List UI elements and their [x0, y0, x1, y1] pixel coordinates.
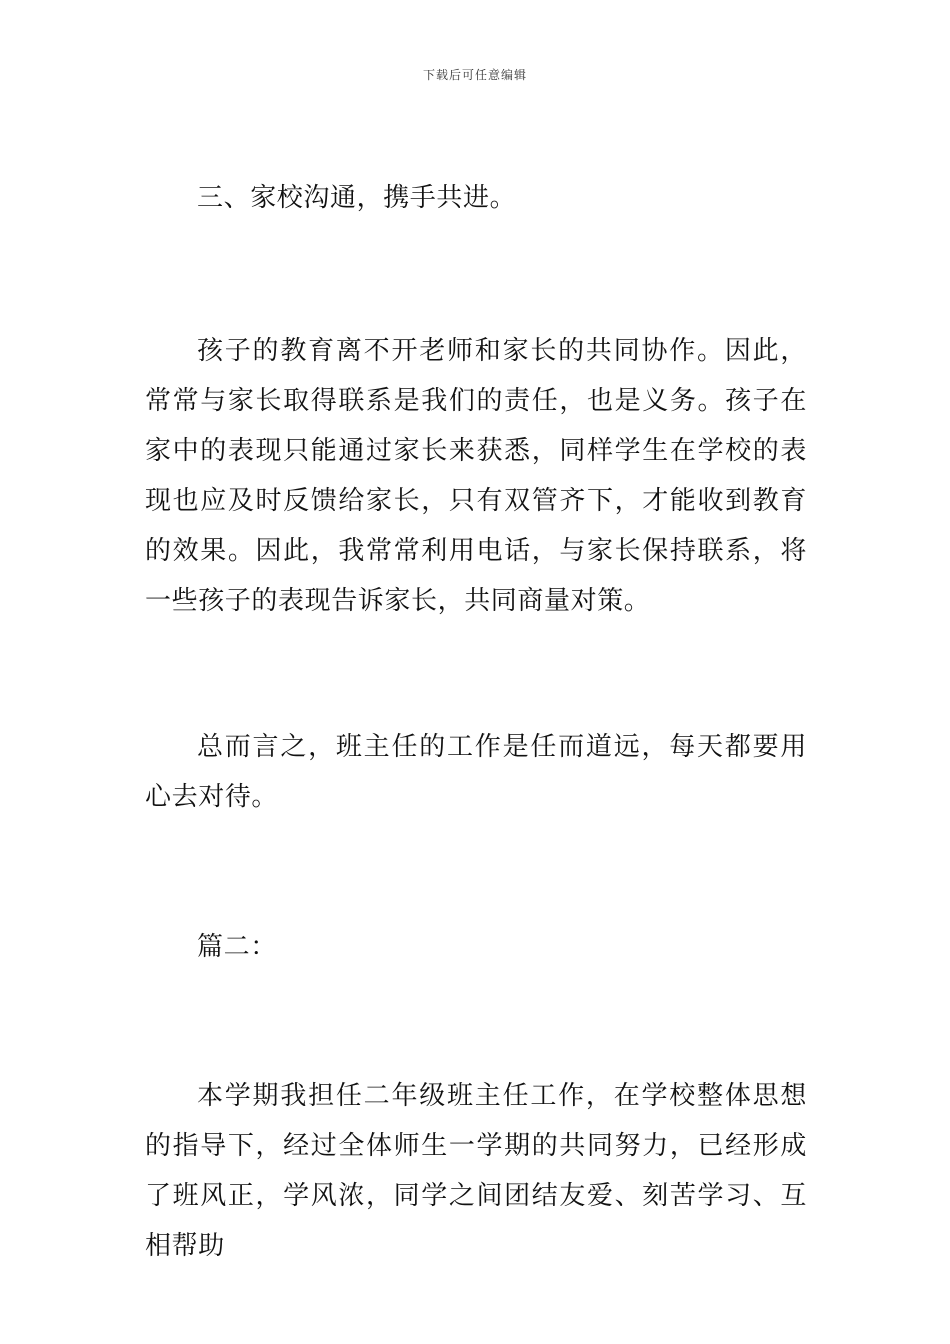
paragraph-home-school: 孩子的教育离不开老师和家长的共同协作。因此，常常与家长取得联系是我们的责任，也是义务。孩子在家中的表现只能通过家长来获悉，同样学生在学校的表现也应及时反馈给家长，只有双管齐下，才能收到教育的效果。因此，我常常利用电话，与家长保持联系，将一些孩子的表现告诉家长，共同商量对策。: [145, 336, 807, 616]
header-note: 下载后可任意编辑: [422, 68, 527, 82]
paragraph-part-two-intro: 本学期我担任二年级班主任工作，在学校整体思想的指导下，经过全体师生一学期的共同努力，已经形成了班风正，学风浓，同学之间团结友爱、刻苦学习、互相帮助: [145, 1081, 807, 1261]
section-heading-three: 三、家校沟通，携手共进。: [197, 183, 517, 213]
part-two-heading: 篇二：: [197, 932, 277, 962]
paragraph-conclusion: 总而言之，班主任的工作是任而道远，每天都要用心去对待。: [145, 732, 807, 812]
